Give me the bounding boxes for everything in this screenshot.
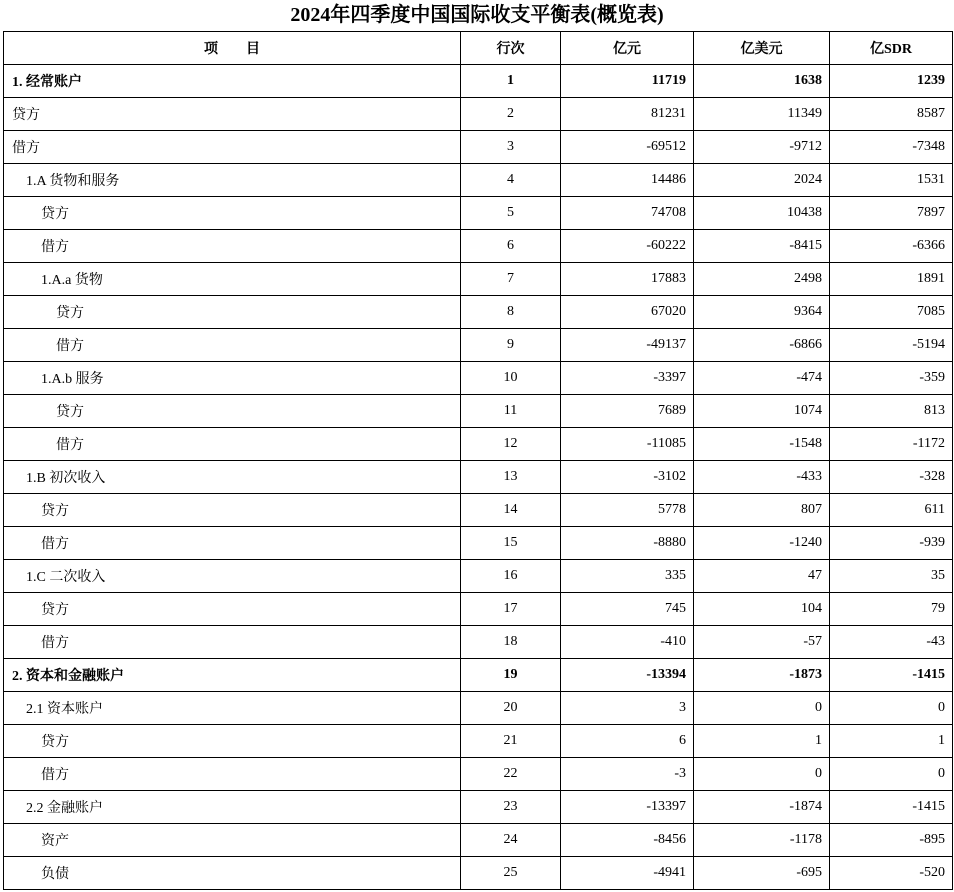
row-line-number: 13 [461,461,561,494]
row-line-number: 5 [461,197,561,230]
row-line-number: 16 [461,560,561,593]
row-value-usd: 104 [694,593,830,626]
table-row [4,527,953,560]
row-line-number: 8 [461,296,561,329]
row-line-number: 25 [461,857,561,890]
table-row [4,197,953,230]
row-value-cny: 17883 [561,263,694,296]
row-value-usd: -1874 [694,791,830,824]
page-title: 2024年四季度中国国际收支平衡表(概览表) [290,4,664,26]
row-value-cny: 335 [561,560,694,593]
table-row [4,692,953,725]
row-value-sdr: -1172 [830,428,953,461]
table-row [4,593,953,626]
row-value-sdr: 813 [830,395,953,428]
row-value-usd: 47 [694,560,830,593]
row-item-label: 2. 资本和金融账户 [4,659,461,692]
row-value-sdr: 8587 [830,98,953,131]
row-value-sdr: -43 [830,626,953,659]
table-row [4,824,953,857]
row-value-cny: 67020 [561,296,694,329]
row-line-number: 14 [461,494,561,527]
header-cny: 亿元 [561,32,694,65]
row-value-usd: 9364 [694,296,830,329]
row-value-sdr: -7348 [830,131,953,164]
row-value-cny: 74708 [561,197,694,230]
row-value-usd: -1240 [694,527,830,560]
row-value-sdr: 7085 [830,296,953,329]
row-value-sdr: -939 [830,527,953,560]
header-usd: 亿美元 [694,32,830,65]
row-value-usd: 0 [694,692,830,725]
row-item-label: 借方 [4,131,461,164]
row-item-label: 借方 [4,527,461,560]
row-value-cny: 11719 [561,65,694,98]
row-item-label: 贷方 [4,725,461,758]
row-line-number: 17 [461,593,561,626]
table-row [4,263,953,296]
row-value-sdr: -6366 [830,230,953,263]
row-line-number: 12 [461,428,561,461]
table-row [4,758,953,791]
row-item-label: 借方 [4,329,461,362]
row-value-cny: 5778 [561,494,694,527]
row-item-label: 负债 [4,857,461,890]
header-sdr: 亿SDR [830,32,953,65]
row-value-sdr: -328 [830,461,953,494]
row-item-label: 贷方 [4,395,461,428]
row-value-cny: -11085 [561,428,694,461]
row-line-number: 10 [461,362,561,395]
table-row [4,329,953,362]
row-value-sdr: 79 [830,593,953,626]
table-row [4,395,953,428]
row-value-usd: 0 [694,758,830,791]
row-item-label: 资产 [4,824,461,857]
row-value-usd: -6866 [694,329,830,362]
row-value-sdr: 611 [830,494,953,527]
row-value-sdr: -895 [830,824,953,857]
row-value-sdr: -520 [830,857,953,890]
table-row [4,131,953,164]
row-item-label: 1.B 初次收入 [4,461,461,494]
row-line-number: 7 [461,263,561,296]
table-row [4,857,953,890]
row-line-number: 1 [461,65,561,98]
row-item-label: 贷方 [4,197,461,230]
row-item-label: 2.2 金融账户 [4,791,461,824]
row-item-label: 1.A 货物和服务 [4,164,461,197]
row-value-cny: 745 [561,593,694,626]
table-row [4,428,953,461]
table-row [4,659,953,692]
table-row [4,725,953,758]
row-item-label: 贷方 [4,494,461,527]
row-value-cny: -69512 [561,131,694,164]
row-value-cny: 3 [561,692,694,725]
row-value-sdr: 0 [830,692,953,725]
row-value-cny: -8456 [561,824,694,857]
row-value-usd: 1074 [694,395,830,428]
row-value-cny: -49137 [561,329,694,362]
row-value-cny: 14486 [561,164,694,197]
row-value-cny: -410 [561,626,694,659]
row-value-usd: 1638 [694,65,830,98]
row-value-cny: -13397 [561,791,694,824]
table-row [4,65,953,98]
row-line-number: 6 [461,230,561,263]
row-value-usd: -433 [694,461,830,494]
row-value-sdr: 35 [830,560,953,593]
row-value-cny: -3102 [561,461,694,494]
row-line-number: 22 [461,758,561,791]
row-value-cny: -4941 [561,857,694,890]
row-value-sdr: 7897 [830,197,953,230]
row-value-usd: -474 [694,362,830,395]
row-item-label: 1.C 二次收入 [4,560,461,593]
row-value-sdr: 1239 [830,65,953,98]
row-line-number: 18 [461,626,561,659]
table-body [4,65,953,890]
row-line-number: 4 [461,164,561,197]
row-item-label: 贷方 [4,98,461,131]
row-item-label: 借方 [4,428,461,461]
row-value-usd: -8415 [694,230,830,263]
row-value-sdr: 0 [830,758,953,791]
row-item-label: 贷方 [4,296,461,329]
table-row [4,296,953,329]
row-value-cny: -8880 [561,527,694,560]
table-row [4,230,953,263]
row-value-usd: -57 [694,626,830,659]
table-row [4,164,953,197]
row-value-cny: -13394 [561,659,694,692]
row-line-number: 2 [461,98,561,131]
table-row [4,791,953,824]
row-value-sdr: 1891 [830,263,953,296]
row-item-label: 2.1 资本账户 [4,692,461,725]
row-line-number: 19 [461,659,561,692]
row-value-sdr: -1415 [830,659,953,692]
row-item-label: 贷方 [4,593,461,626]
row-value-usd: 11349 [694,98,830,131]
row-item-label: 借方 [4,758,461,791]
row-value-usd: -9712 [694,131,830,164]
row-line-number: 9 [461,329,561,362]
row-value-usd: 2024 [694,164,830,197]
table-row [4,560,953,593]
table-row [4,494,953,527]
row-value-usd: -1178 [694,824,830,857]
row-value-cny: 6 [561,725,694,758]
row-value-cny: -60222 [561,230,694,263]
row-value-cny: -3 [561,758,694,791]
row-line-number: 20 [461,692,561,725]
row-item-label: 借方 [4,230,461,263]
row-item-label: 1. 经常账户 [4,65,461,98]
row-value-usd: 807 [694,494,830,527]
row-value-cny: 81231 [561,98,694,131]
table-row [4,98,953,131]
row-line-number: 24 [461,824,561,857]
table-row [4,461,953,494]
table-header-row [4,32,953,65]
row-line-number: 3 [461,131,561,164]
row-value-usd: -1548 [694,428,830,461]
table-row [4,626,953,659]
row-line-number: 15 [461,527,561,560]
row-item-label: 借方 [4,626,461,659]
row-value-usd: 2498 [694,263,830,296]
row-item-label: 1.A.b 服务 [4,362,461,395]
row-value-cny: 7689 [561,395,694,428]
row-value-sdr: 1531 [830,164,953,197]
row-value-usd: 1 [694,725,830,758]
table-row [4,362,953,395]
row-line-number: 21 [461,725,561,758]
row-value-sdr: -5194 [830,329,953,362]
row-value-usd: -1873 [694,659,830,692]
row-value-cny: -3397 [561,362,694,395]
row-value-usd: 10438 [694,197,830,230]
row-value-usd: -695 [694,857,830,890]
row-value-sdr: -359 [830,362,953,395]
bop-table [3,31,953,890]
row-item-label: 1.A.a 货物 [4,263,461,296]
header-item: 项 目 [4,32,461,65]
row-value-sdr: -1415 [830,791,953,824]
header-line: 行次 [461,32,561,65]
row-line-number: 23 [461,791,561,824]
row-value-sdr: 1 [830,725,953,758]
row-line-number: 11 [461,395,561,428]
